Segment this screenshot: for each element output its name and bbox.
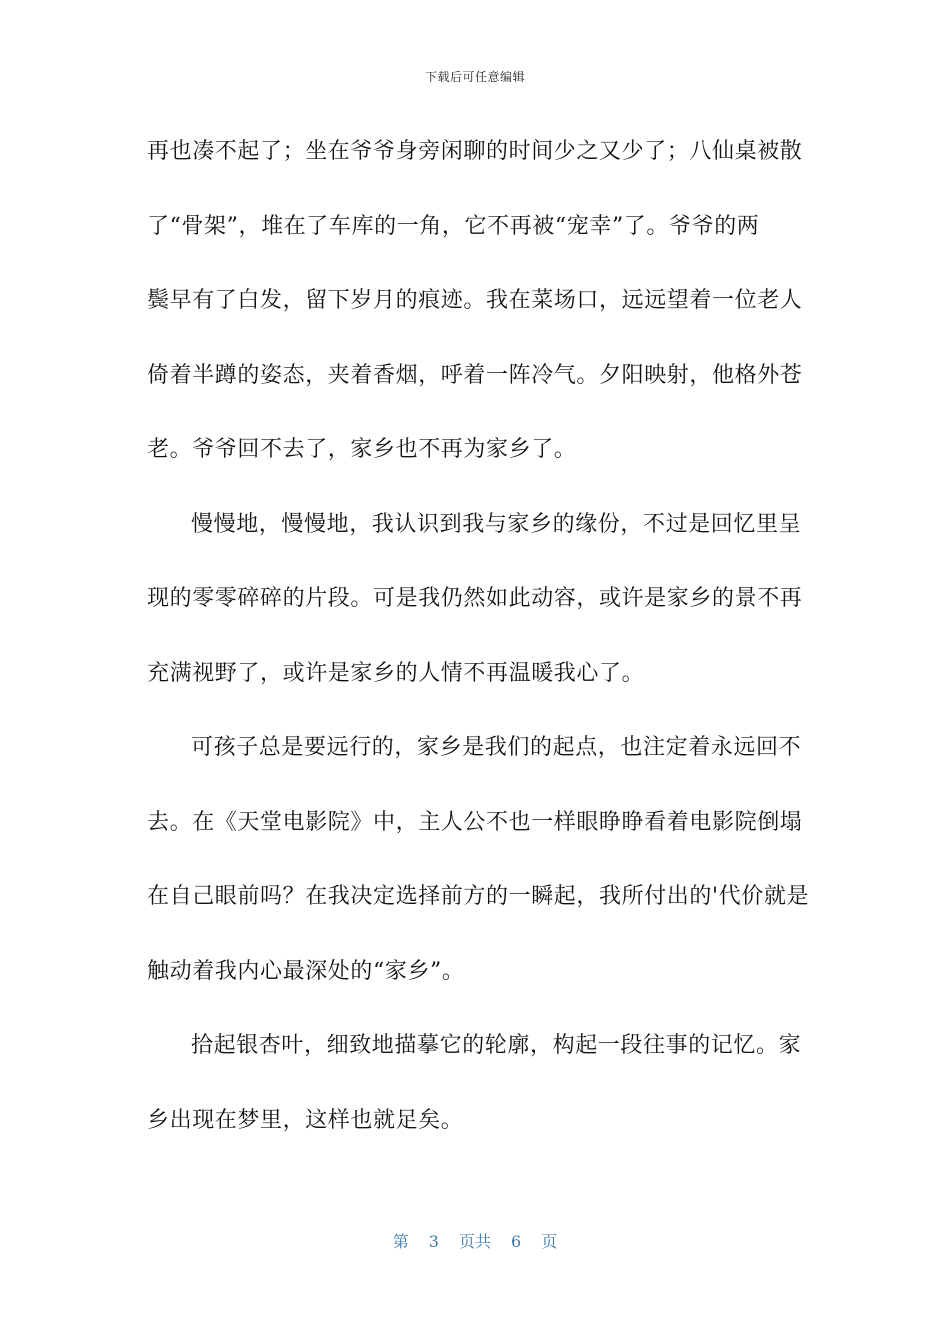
text-line: 了“骨架”，堆在了车库的一角，它不再被“宠幸”了。爷爷的两 xyxy=(147,213,760,239)
text-line: 现的零零碎碎的片段。可是我仍然如此动容，或许是家乡的景不再 xyxy=(147,586,803,611)
page-label-suffix: 页 xyxy=(541,1232,558,1251)
text-line: 再也凑不起了；坐在爷爷身旁闲聊的时间少之又少了；八仙桌被散 xyxy=(147,139,803,164)
text-line: 去。在《天堂电影院》中，主人公不也一样眼睁睁看着电影院倒塌 xyxy=(147,809,803,835)
paragraph-3 xyxy=(147,711,810,1009)
paragraph-1 xyxy=(147,115,807,488)
paragraph-2 xyxy=(147,488,807,712)
page-label-mid: 页共 xyxy=(458,1232,491,1251)
text-line: 倚着半蹲的姿态，夹着香烟，呼着一阵冷气。夕阳映射，他格外苍 xyxy=(147,362,803,388)
current-page-number: 3 xyxy=(428,1232,439,1251)
paragraph-4 xyxy=(147,1009,807,1158)
text-line: 乡出现在梦里，这样也就足矣。 xyxy=(147,1107,464,1133)
text-line: 可孩子总是要远行的，家乡是我们的起点，也注定着永远回不 xyxy=(191,735,802,760)
page-label-prefix: 第 xyxy=(392,1232,409,1251)
text-line: 在自己眼前吗？在我决定选择前方的一瞬起，我所付出的'代价就是 xyxy=(147,884,810,909)
text-line: 慢慢地，慢慢地，我认识到我与家乡的缘份，不过是回忆里呈 xyxy=(191,511,802,537)
text-line: 触动着我内心最深处的“家乡”。 xyxy=(147,958,465,984)
page-header: 下载后可任意编辑 xyxy=(424,70,525,84)
total-pages-number: 6 xyxy=(511,1232,522,1251)
text-line: 充满视野了，或许是家乡的人情不再温暖我心了。 xyxy=(147,660,645,686)
page-footer xyxy=(0,1229,950,1252)
document-body xyxy=(147,115,810,1158)
text-line: 老。爷爷回不去了，家乡也不再为家乡了。 xyxy=(147,437,577,462)
text-line: 拾起银杏叶，细致地描摹它的轮廓，构起一段往事的记忆。家 xyxy=(191,1033,802,1058)
text-line: 鬓早有了白发，留下岁月的痕迹。我在菜场口，远远望着一位老人 xyxy=(147,288,803,313)
